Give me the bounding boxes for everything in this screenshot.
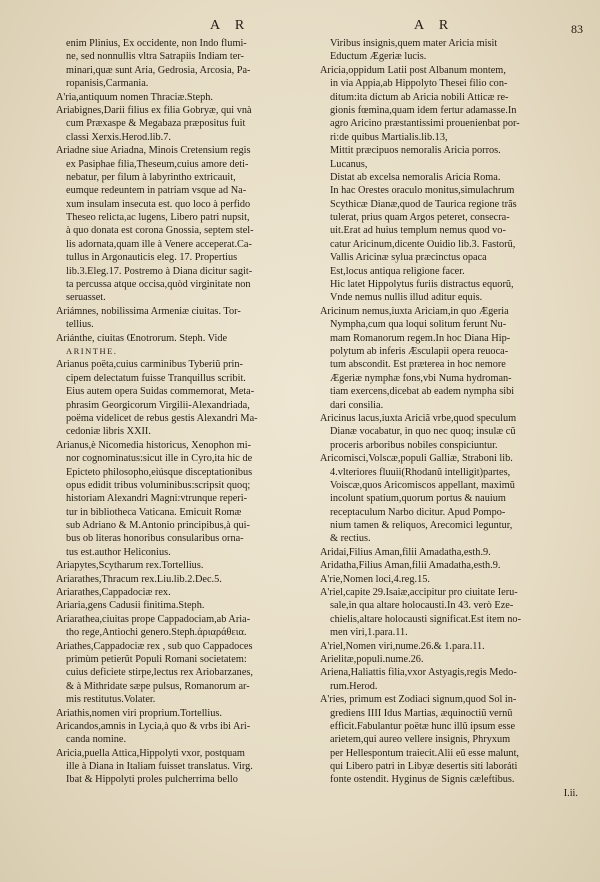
text-line: A'riel,capite 29.Isaiæ,accipitur pro ciuitate Ieru- xyxy=(320,587,518,599)
text-line: & rectius. xyxy=(330,533,371,545)
text-line: cum Præxaspe & Megabaza præpositus fuit xyxy=(66,118,246,130)
text-line: efficit.Fabulantur poëtæ hunc illũ ipsum esse xyxy=(330,720,516,732)
text-line: ditum:ita dictum ab Aricia nobili Atticæ re- xyxy=(330,91,509,103)
text-line: historiam Alexandri Magni:vtrunque reperi- xyxy=(66,493,248,505)
text-line: Viribus insignis,quem mater Aricia misit xyxy=(330,38,498,49)
text-line: tus est.author Heliconius. xyxy=(66,546,171,558)
text-line: Arianus,è Nicomedia historicus, Xenophon mi- xyxy=(56,439,252,451)
text-line: In hac Orestes oraculo monitus,simulachrum xyxy=(330,185,515,197)
text-line: Ariámnes, nobilissima Armeniæ ciuitas. Tor- xyxy=(56,305,241,317)
text-line: sale,in qua altare holocausti.In 43. verò Eze- xyxy=(330,600,514,612)
text-line: Dianæ vocabatur, in quo nec quoq; insulæ cũ xyxy=(330,426,516,438)
text-line: Vnde nemus nullis illud aditur equis. xyxy=(330,292,483,304)
text-line: sub Adriano & M.Antonio principibus,à qui- xyxy=(66,520,250,532)
text-line: proceris arboribus nobiles conspiciuntur. xyxy=(330,439,498,451)
text-line: incolunt spatium,quorum portus & nauium xyxy=(330,493,506,505)
running-head-left: A R xyxy=(210,18,251,33)
text-line: men viri,1.para.11. xyxy=(330,627,408,639)
text-line: mis restitutus.Volater. xyxy=(66,694,156,706)
text-line: Aridatha,Filius Aman,filii Amadatha,esth.9. xyxy=(320,560,501,572)
text-line: & à Mithridate sæpe pulsus, Romanorum ar- xyxy=(66,680,250,692)
text-line: Aricinum nemus,iuxta Ariciam,in quo Ægeria xyxy=(320,305,509,317)
text-line: tho rege,Antiochi genero.Steph.ἀριαράθεια. xyxy=(66,627,247,639)
text-line: ex Pasiphae filia,Theseum,cuius amore deti- xyxy=(66,158,249,170)
text-line: Lucanus, xyxy=(330,158,368,170)
text-line: lis adornata,quam ille à Venere acceperat.Ca- xyxy=(66,238,252,250)
text-line: Ariathis,nomen viri proprium.Tortellius. xyxy=(56,707,223,719)
text-line: eumque redeuntem in patriam vsque ad Na- xyxy=(66,185,247,197)
text-line: A'ries, primum est Zodiaci signum,quod Sol in- xyxy=(320,694,517,706)
text-line: cedoniæ libris XXII. xyxy=(66,426,151,438)
text-line: ARINTHE. xyxy=(66,345,118,356)
text-line: Ariapytes,Scytharum rex.Tortellius. xyxy=(56,560,204,572)
text-line: Ariena,Haliattis filia,vxor Astyagis,regis Medo- xyxy=(320,667,517,679)
text-line: A'rie,Nomen loci,4.reg.15. xyxy=(320,573,430,585)
text-line: A'ria,antiquum nomen Thraciæ.Steph. xyxy=(56,91,213,103)
text-line: Theseo relicta,ac lugens, Libero patri nupsit, xyxy=(66,212,250,224)
text-line: tullus in Argonauticis eleg. 17. Propertius xyxy=(66,252,238,264)
text-line: arietem,qui aureo vellere insignis, Phryxum xyxy=(330,734,511,746)
text-line: seruasset. xyxy=(66,292,106,304)
text-line: tiam exercens,dicebat ab eadem nympha sibi xyxy=(330,386,515,398)
text-line: Ariánthe, ciuitas Œnotrorum. Steph. Vide xyxy=(56,332,228,344)
text-line: nium tamen & reliquos, Arecomici leguntur, xyxy=(330,520,513,532)
text-line: bus ob literas honoribus consularibus orna- xyxy=(66,533,244,545)
text-line: nebatur, per filum à labyrintho extricauit, xyxy=(66,171,236,183)
text-line: xum insulam insecuta est. quo loco à perfido xyxy=(66,198,251,210)
text-line: tellius. xyxy=(66,319,94,331)
text-line: Epicteto philosopho,eiúsque disceptationibus xyxy=(66,466,253,478)
text-line: dari consilia. xyxy=(330,399,384,411)
text-line: canda nomine. xyxy=(66,734,127,746)
text-line: Voiscæ,quos Aricomiscos appellant, maximũ xyxy=(330,479,515,491)
text-line: polytum ab inferis Æsculapii opera reuoca- xyxy=(330,345,509,357)
running-head-right: A R xyxy=(414,18,455,33)
text-line: Ariabignes,Darii filius ex filia Gobryæ, qui vnà xyxy=(56,104,252,116)
text-line: Aricia,puella Attica,Hippolyti vxor, postquam xyxy=(56,747,245,759)
text-line: classi Xerxis.Herod.lib.7. xyxy=(66,131,171,143)
text-line: mam Romanorum regem.In hoc Diana Hip- xyxy=(330,332,511,344)
text-line: Ibat & Hippolyti proles pulcherrima bello xyxy=(66,774,238,786)
text-line: Aricinus lacus,iuxta Ariciã vrbe,quod speculum xyxy=(320,412,517,424)
text-line: tur in bibliotheca Vaticana. Emicuit Romæ xyxy=(66,506,242,518)
text-line: Arianus poëta,cuius carminibus Tyberiũ prin- xyxy=(56,359,243,371)
text-line: Eius autem opera Suidas commemorat, Meta- xyxy=(66,386,255,398)
text-line: Nympha,cum qua loqui solitum ferunt Nu- xyxy=(330,319,507,331)
text-line: ne, sed nonnullis vltra Satrapiis Indiam ter- xyxy=(66,51,244,63)
text-line: tulerat, prius quam Argos peteret, consecra- xyxy=(330,212,510,224)
text-line: in via Appia,ab Hippolyto Thesei filio con- xyxy=(330,78,508,90)
text-line: Mittit præcipuos nemoralis Aricia porros. xyxy=(330,145,501,157)
text-line: Ariarathea,ciuitas prope Cappadociam,ab Aria- xyxy=(56,613,251,625)
text-line: cuius deficiete stirpe,lectus rex Ariobarzanes, xyxy=(66,667,253,679)
text-line: agro Aricino præstantissimi prouenienbat por- xyxy=(330,118,520,130)
page-number: 83 xyxy=(571,22,583,36)
text-line: à quo donata est corona Gnossia, septem stel- xyxy=(66,225,254,237)
text-line: per Hellespontum traiecit.Alii eũ esse malunt, xyxy=(330,747,520,759)
text-line: primùm petierũt Populi Romani societatem: xyxy=(66,653,247,665)
text-line: A'riel,Nomen viri,nume.26.& 1.para.11. xyxy=(320,640,485,652)
text-line: Aridai,Filius Aman,filii Amadatha,esth.9. xyxy=(320,546,491,558)
text-line: minari,quæ sunt Aria, Gedrosia, Arcosia, Pa- xyxy=(66,64,251,76)
text-line: Ariarathes,Cappadociæ rex. xyxy=(56,587,171,599)
text-line: ri:de quibus Martialis.lib.13, xyxy=(330,131,448,143)
text-line: Vallis Aricinæ sylua præcinctus opaca xyxy=(330,252,487,264)
text-line: Aricandos,amnis in Lycia,à quo & vrbs ibi Ari- xyxy=(56,720,251,732)
text-line: Arielitæ,populi.nume.26. xyxy=(320,653,424,665)
text-line: opus edidit tribus voluminibus:scripsit quoq; xyxy=(66,479,251,491)
text-line: Scythicæ Dianæ,quod de Taurica regione trãs xyxy=(330,198,517,210)
text-line: poëma videlicet de rebus gestis Alexandri Ma- xyxy=(66,412,258,424)
text-line: chielis,altare holocausti significat.Est item no- xyxy=(330,613,522,625)
text-line: Eductum Ægeriæ lucis. xyxy=(330,51,427,63)
text-line: gionis fœmina,quam idem fertur adamasse.In xyxy=(330,104,517,116)
text-line: Ariarathes,Thracum rex.Liu.lib.2.Dec.5. xyxy=(56,573,222,585)
text-line: enim Plinius, Ex occidente, non Indo flumi- xyxy=(66,38,247,49)
text-line: Ariadne siue Ariadna, Minois Cretensium regis xyxy=(56,145,251,157)
text-line: Aricomisci,Volscæ,populi Galliæ, Straboni lib. xyxy=(320,453,513,465)
text-line: Ariaria,gens Cadusii finitima.Steph. xyxy=(56,600,205,612)
text-line: qui Libero patri in Libyæ desertis siti laboráti xyxy=(330,761,518,773)
text-line: cipem delectatum fuisse Tranquillus scribit. xyxy=(66,372,246,384)
text-line: catur Aricinum,dicente Ouidio lib.3. Fastorũ, xyxy=(330,238,516,250)
text-line: grediens IIII Idus Martias, æquinoctiũ vernũ xyxy=(330,707,513,719)
text-line: Distat ab excelsa nemoralis Aricia Roma. xyxy=(330,171,501,183)
text-line: ropanisis,Carmania. xyxy=(66,78,149,90)
text-line: receptaculum Narbo dicitur. Apud Pompo- xyxy=(330,506,506,518)
text-line: I.ii. xyxy=(563,787,578,799)
text-line: Ariathes,Cappadociæ rex , sub quo Cappadoces xyxy=(56,640,253,652)
text-line: rum.Herod. xyxy=(330,680,378,692)
text-line: lib.3.Eleg.17. Postremo à Diana dicitur sagit- xyxy=(66,265,253,277)
text-line: uit.Erat ad huius templum nemus quod vo- xyxy=(330,225,506,237)
text-line: Aricia,oppidum Latii post Albanum montem, xyxy=(320,64,506,76)
text-line: fonte ostendit. Hyginus de Signis cæleftibus. xyxy=(330,774,515,786)
text-line: nor cognominatus:sicut ille in Cyro,ita hic de xyxy=(66,453,253,465)
text-line: 4.vlteriores fluuii(Rhodanũ intelligit)partes, xyxy=(330,466,511,478)
right-column xyxy=(320,37,578,800)
text-line: tum abscondit. Est præterea in hoc nemore xyxy=(330,359,506,371)
text-line: Ægeriæ nymphæ fons,vbi Numa hydroman- xyxy=(330,372,512,384)
text-line: ille à Diana in Italiam fuisset translatus. Virg. xyxy=(66,761,253,773)
text-line: Hic latet Hippolytus furiis distractus equorũ, xyxy=(330,279,514,291)
text-line: ta percussa atque occisa,quòd virginitate non xyxy=(66,279,251,291)
text-line: phrasim Georgicorum Virgilii-Alexandriada, xyxy=(66,399,250,411)
text-line: Est,locus antiqua religione facer. xyxy=(330,265,465,277)
left-column xyxy=(56,37,314,787)
